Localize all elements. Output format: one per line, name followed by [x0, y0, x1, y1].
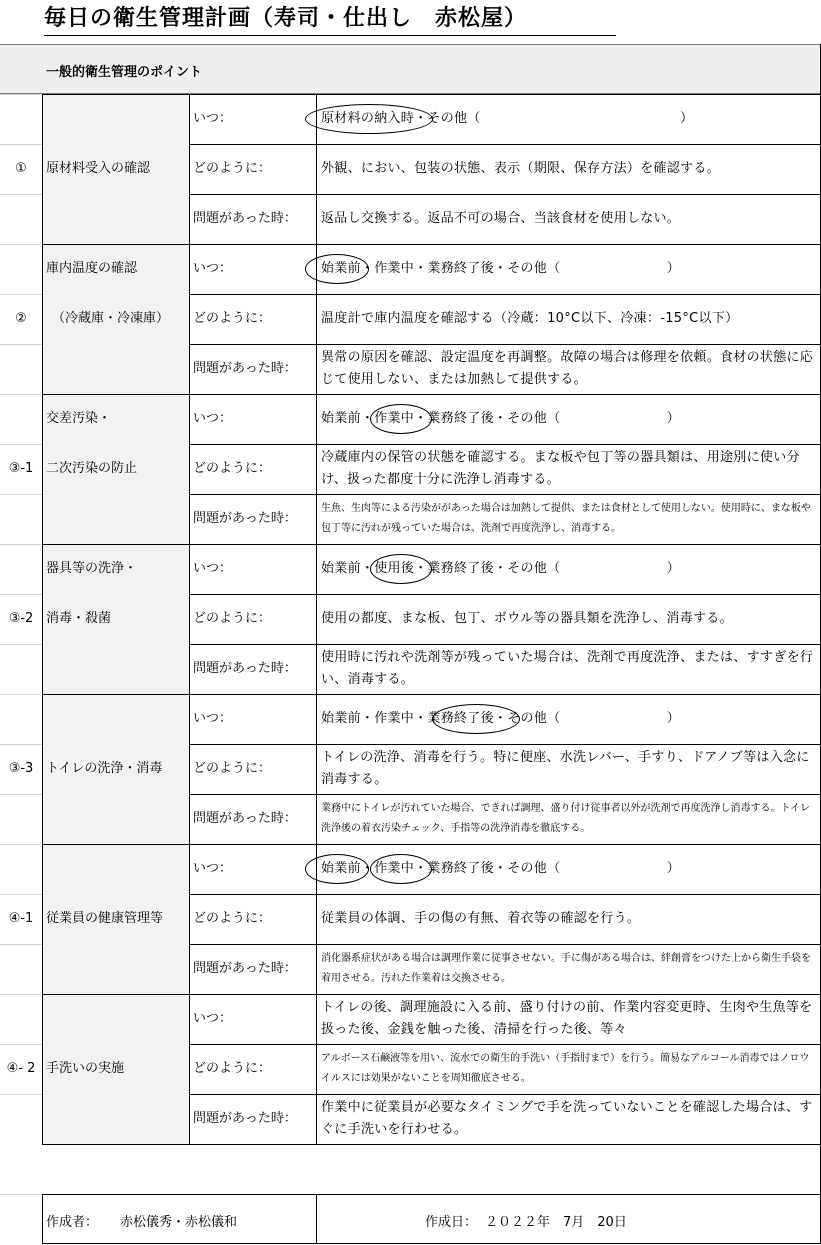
grid-line — [42, 1194, 43, 1244]
grid-line — [189, 194, 821, 195]
grid-line — [0, 444, 42, 445]
answer-how: 使用の都度、まな板、包丁、ボウル等の器具類を洗浄し、消毒する。 — [321, 611, 733, 626]
label-when: いつ： — [193, 711, 233, 726]
row-number: ③-2 — [8, 611, 34, 626]
answer-when: 始業前・作業中・業務終了後・その他（ ） — [321, 411, 681, 426]
date-label: 作成日： — [425, 1215, 478, 1230]
section-label: トイレの洗浄・消毒 — [46, 761, 163, 776]
selected-timing-circle — [370, 404, 432, 434]
answer-problem: 作業中に従業員が必要なタイミングで手を洗っていないことを確認した場合は、すぐに手洗いを行わせる。 — [321, 1100, 813, 1137]
section-label: （冷蔵庫・冷凍庫） — [52, 311, 170, 326]
grid-line — [189, 94, 190, 1144]
section-label: 消毒・殺菌 — [46, 611, 112, 626]
label-when: いつ： — [193, 411, 233, 426]
created-date: ２０２２年 7月 20日 — [485, 1215, 627, 1230]
selected-timing-circle — [370, 854, 432, 884]
label-when: いつ： — [193, 1011, 233, 1026]
answer-when: 始業前・使用後・業務終了後・その他（ ） — [321, 561, 681, 576]
grid-line — [0, 944, 42, 945]
hygiene-plan-sheet — [0, 44, 821, 1245]
grid-line — [0, 994, 42, 995]
grid-line — [0, 294, 42, 295]
grid-line — [42, 244, 821, 245]
answer-problem: 返品し交換する。返品不可の場合、当該食材を使用しない。 — [321, 211, 681, 226]
selected-timing-circle — [370, 554, 432, 584]
section-label: 交差汚染・ — [46, 411, 112, 426]
answer-how: 温度計で庫内温度を確認する（冷蔵：10°C以下、冷凍：-15°C以下） — [321, 311, 739, 326]
label-when: いつ： — [193, 861, 233, 876]
label-when: いつ： — [193, 261, 233, 276]
page-title: 毎日の衛生管理計画（寿司・仕出し 赤松屋） — [44, 4, 616, 36]
grid-line — [0, 244, 42, 245]
grid-line — [0, 94, 42, 95]
grid-line — [0, 644, 42, 645]
answer-how: 外観、におい、包装の状態、表示（期限、保存方法）を確認する。 — [321, 161, 721, 176]
grid-line — [42, 1243, 821, 1244]
grid-line — [0, 544, 42, 545]
grid-line — [0, 344, 42, 345]
author-name: 赤松儀秀・赤松儀和 — [120, 1215, 238, 1230]
grid-line — [316, 1194, 317, 1244]
selected-timing-circle — [305, 854, 369, 884]
answer-when: 始業前・作業中・業務終了後・その他（ ） — [321, 261, 681, 276]
grid-line — [0, 394, 42, 395]
section-label: 手洗いの実施 — [46, 1061, 125, 1076]
label-problem: 問題があった時： — [193, 211, 297, 226]
label-how: どのように： — [193, 1061, 272, 1076]
grid-line — [189, 1094, 821, 1095]
answer-how: 冷蔵庫内の保管の状態を確認する。まな板や包丁等の器具類は、用途別に使い分け、扱った都度十分に洗浄し消毒する。 — [321, 450, 800, 487]
section-label: 原材料受入の確認 — [46, 161, 151, 176]
grid-line — [0, 494, 42, 495]
answer-problem: 生魚、生肉等による汚染ががあった場合は加熱して提供、または食材として使用しない。使用時に、まな板や包丁等に汚れが残っていた場合は、洗剤で再度洗浄し、消毒する。 — [321, 503, 811, 534]
selected-timing-circle — [432, 704, 520, 734]
grid-line — [42, 544, 821, 545]
grid-line — [42, 94, 821, 95]
grid-line — [189, 794, 821, 795]
label-problem: 問題があった時： — [193, 961, 297, 976]
label-problem: 問題があった時： — [193, 661, 297, 676]
selected-timing-circle — [305, 254, 369, 284]
selected-timing-circle — [305, 104, 433, 134]
label-problem: 問題があった時： — [193, 361, 297, 376]
label-when: いつ： — [193, 111, 233, 126]
grid-line — [42, 844, 821, 845]
section-label: 庫内温度の確認 — [46, 261, 138, 276]
grid-line — [189, 1044, 821, 1045]
answer-how: アルボース石鹸液等を用い、流水での衛生的手洗い（手指肘まで）を行う。簡易なアルコール消毒ではノロウイルスには効果がないことを周知徹底させる。 — [321, 1053, 810, 1084]
grid-line — [316, 94, 317, 1144]
label-how: どのように： — [193, 911, 272, 926]
answer-problem: 消化器系症状がある場合は調理作業に従事させない。手に傷がある場合は、絆創膏をつけた上から衛生手袋を着用させる。汚れた作業着は交換させる。 — [321, 953, 811, 984]
answer-problem: 業務中にトイレが汚れていた場合、できれば調理、盛り付け従事者以外が洗剤で再度洗浄し消毒する。トイレ洗浄後の着衣汚染チェック、手指等の洗浄消毒を徹底する。 — [321, 803, 810, 834]
label-how: どのように： — [193, 311, 272, 326]
banner-title: 一般的衛生管理のポイント — [46, 65, 203, 80]
row-number: ③-3 — [8, 761, 34, 776]
row-number: ④- 2 — [6, 1061, 36, 1076]
label-how: どのように： — [193, 461, 272, 476]
grid-line — [189, 894, 821, 895]
answer-problem: 使用時に汚れや洗剤等が残っていた場合は、洗剤で再度洗浄、または、すすぎを行い、消毒する。 — [321, 650, 814, 687]
answer-when: トイレの後、調理施設に入る前、盛り付けの前、作業内容変更時、生肉や生魚等を扱った後、金銭を触った後、清掃を行った後、等々 — [321, 1000, 813, 1037]
grid-line — [42, 694, 821, 695]
answer-problem: 異常の原因を確認、設定温度を再調整。故障の場合は修理を依頼。食材の状態に応じて使用しない、または加熱して提供する。 — [321, 350, 814, 387]
grid-line — [42, 1144, 821, 1145]
grid-line — [189, 144, 821, 145]
label-problem: 問題があった時： — [193, 811, 297, 826]
grid-line — [189, 494, 821, 495]
row-number: ② — [15, 311, 27, 326]
label-how: どのように： — [193, 761, 272, 776]
row-number: ④-1 — [8, 911, 34, 926]
answer-how: 従業員の体調、手の傷の有無、着衣等の確認を行う。 — [321, 911, 641, 926]
grid-line — [42, 994, 821, 995]
answer-how: トイレの洗浄、消毒を行う。特に便座、水洗レバー、手すり、ドアノブ等は入念に消毒する。 — [321, 750, 810, 787]
grid-line — [189, 344, 821, 345]
grid-line — [42, 94, 43, 1144]
grid-line — [42, 394, 821, 395]
section-label: 二次汚染の防止 — [46, 461, 138, 476]
grid-line — [0, 194, 42, 195]
grid-line — [189, 744, 821, 745]
answer-when: 始業前・作業中・業務終了後・その他（ ） — [321, 711, 681, 726]
grid-line — [0, 1094, 42, 1095]
grid-line — [0, 744, 42, 745]
grid-line — [42, 1194, 821, 1195]
label-how: どのように： — [193, 161, 272, 176]
label-problem: 問題があった時： — [193, 511, 297, 526]
grid-line — [0, 144, 42, 145]
grid-line — [189, 944, 821, 945]
grid-line — [0, 1044, 42, 1045]
section-banner — [0, 44, 821, 94]
section-label: 器具等の洗浄・ — [46, 561, 138, 576]
grid-line — [0, 794, 42, 795]
grid-line — [0, 844, 42, 845]
label-problem: 問題があった時： — [193, 1111, 297, 1126]
row-number: ③-1 — [8, 461, 34, 476]
answer-when: 始業前・作業中・業務終了後・その他（ ） — [321, 861, 681, 876]
grid-line — [189, 444, 821, 445]
grid-line — [189, 644, 821, 645]
grid-line — [189, 294, 821, 295]
grid-line — [0, 694, 42, 695]
grid-line — [0, 894, 42, 895]
label-when: いつ： — [193, 561, 233, 576]
answer-when: 原材料の納入時・その他（ ） — [321, 111, 694, 126]
label-how: どのように： — [193, 611, 272, 626]
grid-line — [0, 594, 42, 595]
grid-line — [189, 594, 821, 595]
author-label: 作成者： — [46, 1215, 99, 1230]
row-number: ① — [15, 161, 27, 176]
section-label: 従業員の健康管理等 — [46, 911, 164, 926]
